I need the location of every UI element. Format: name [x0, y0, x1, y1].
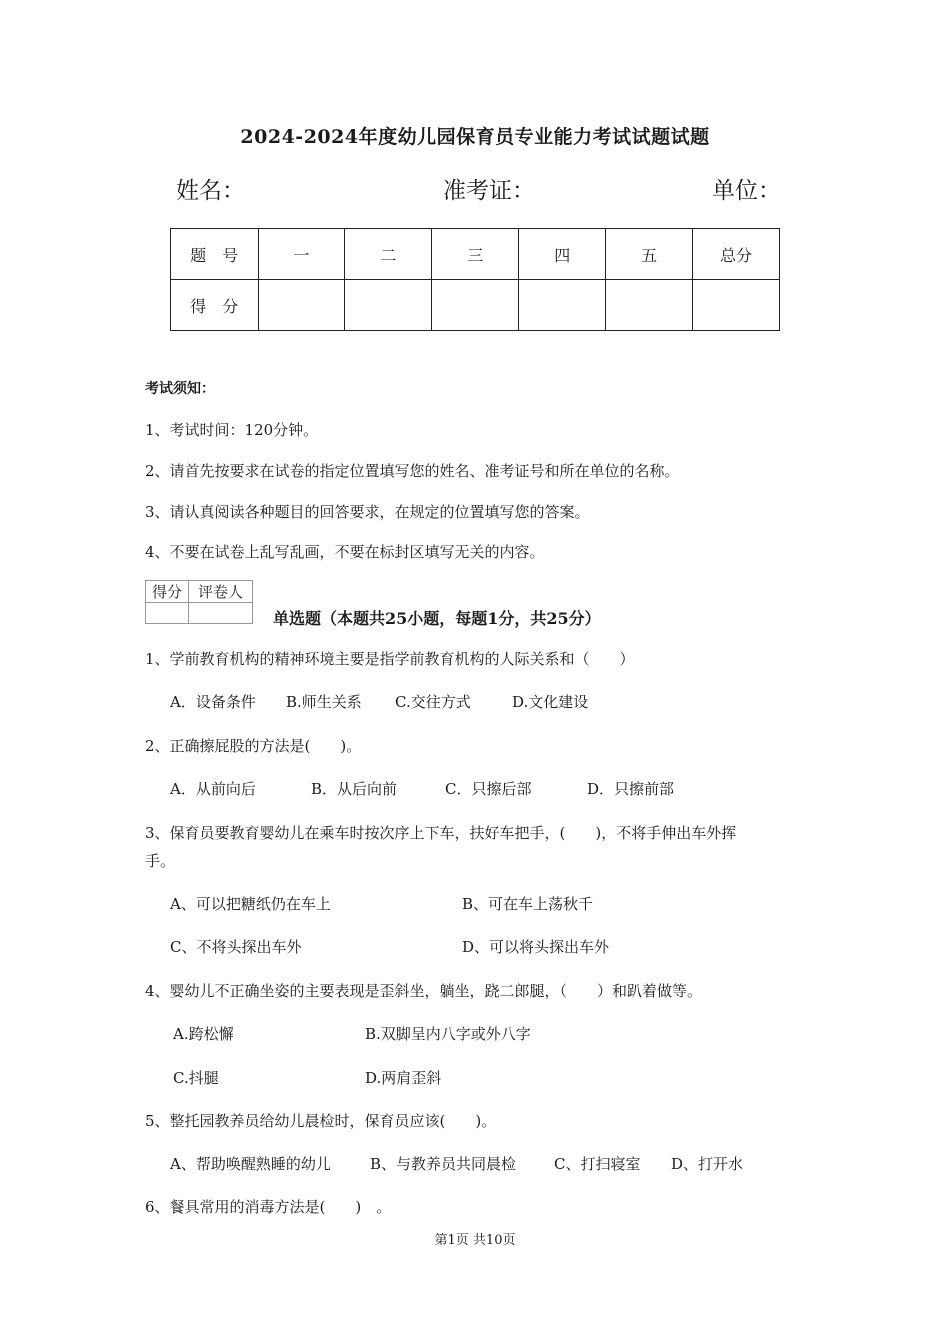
score-cell[interactable] [258, 280, 345, 331]
option-5b[interactable]: B、与教养员共同晨检 [370, 1155, 517, 1173]
score-cell[interactable] [432, 280, 519, 331]
option-1b[interactable]: B.师生关系 [286, 693, 362, 711]
option-2a[interactable]: A．从前向后 [170, 780, 256, 798]
option-3c[interactable]: C、不将头探出车外 [170, 938, 302, 956]
notice-heading: 考试须知： [145, 381, 215, 397]
grader-reviewer-cell[interactable] [189, 603, 253, 624]
grader-score-cell[interactable] [146, 603, 189, 624]
table-header-cell: 题 号 [171, 229, 259, 280]
option-4d[interactable]: D.两肩歪斜 [365, 1069, 442, 1087]
exam-id-label: 准考证： [443, 178, 535, 204]
notice-item: 2、请首先按要求在试卷的指定位置填写您的姓名、准考证号和所在单位的名称。 [145, 462, 680, 480]
name-label: 姓名： [176, 178, 245, 204]
grader-score-label: 得分 [146, 581, 189, 603]
option-5a[interactable]: A、帮助唤醒熟睡的幼儿 [170, 1155, 331, 1173]
page-footer: 第1页 共10页 [434, 1233, 516, 1248]
question-3-continued: 手。 [145, 852, 176, 870]
option-2d[interactable]: D．只擦前部 [587, 780, 675, 798]
option-2b[interactable]: B．从后向前 [311, 780, 398, 798]
question-4: 4、婴幼儿不正确坐姿的主要表现是歪斜坐，躺坐，跷二郎腿，（ ）和趴着做等。 [145, 982, 703, 1000]
table-row [171, 229, 780, 280]
option-1d[interactable]: D.文化建设 [512, 693, 589, 711]
table-header-cell: 二 [345, 229, 432, 280]
option-2c[interactable]: C．只擦后部 [445, 780, 532, 798]
notice-item: 1、考试时间：120分钟。 [145, 421, 319, 439]
grader-reviewer-label: 评卷人 [189, 581, 253, 603]
score-row-label: 得 分 [171, 280, 259, 331]
option-4a[interactable]: A.跨松懈 [173, 1025, 234, 1043]
unit-label: 单位： [712, 178, 781, 204]
table-header-cell: 三 [432, 229, 519, 280]
question-6: 6、餐具常用的消毒方法是( ) 。 [145, 1198, 392, 1216]
question-1: 1、学前教育机构的精神环境主要是指学前教育机构的人际关系和（ ） [145, 650, 635, 668]
score-cell[interactable] [693, 280, 780, 331]
option-3a[interactable]: A、可以把糖纸仍在车上 [170, 895, 331, 913]
notice-item: 4、不要在试卷上乱写乱画，不要在标封区填写无关的内容。 [145, 543, 545, 561]
section-title: 单选题（本题共25小题，每题1分，共25分） [273, 609, 601, 628]
table-header-cell: 五 [606, 229, 693, 280]
option-4c[interactable]: C.抖腿 [173, 1069, 219, 1087]
table-header-cell: 四 [519, 229, 606, 280]
page-title: 2024-2024年度幼儿园保育员专业能力考试试题试题 [240, 126, 710, 148]
question-3: 3、保育员要教育婴幼儿在乘车时按次序上下车，扶好车把手，( )，不将手伸出车外挥 [145, 824, 737, 842]
score-table [170, 228, 780, 331]
score-cell[interactable] [519, 280, 606, 331]
table-header-cell: 总分 [693, 229, 780, 280]
option-1a[interactable]: A．设备条件 [170, 693, 256, 711]
option-3b[interactable]: B、可在车上荡秋千 [462, 895, 594, 913]
table-header-cell: 一 [258, 229, 345, 280]
option-5c[interactable]: C、打扫寝室 [554, 1155, 641, 1173]
grader-box [145, 580, 253, 624]
question-2: 2、正确擦屁股的方法是( )。 [145, 737, 362, 755]
table-row [171, 280, 780, 331]
option-5d[interactable]: D、打开水 [671, 1155, 744, 1173]
option-3d[interactable]: D、可以将头探出车外 [462, 938, 610, 956]
score-cell[interactable] [345, 280, 432, 331]
option-4b[interactable]: B.双脚呈内八字或外八字 [365, 1025, 531, 1043]
option-1c[interactable]: C.交往方式 [395, 693, 471, 711]
question-5: 5、整托园教养员给幼儿晨检时，保育员应该( )。 [145, 1112, 497, 1130]
notice-item: 3、请认真阅读各种题目的回答要求，在规定的位置填写您的答案。 [145, 503, 590, 521]
score-cell[interactable] [606, 280, 693, 331]
